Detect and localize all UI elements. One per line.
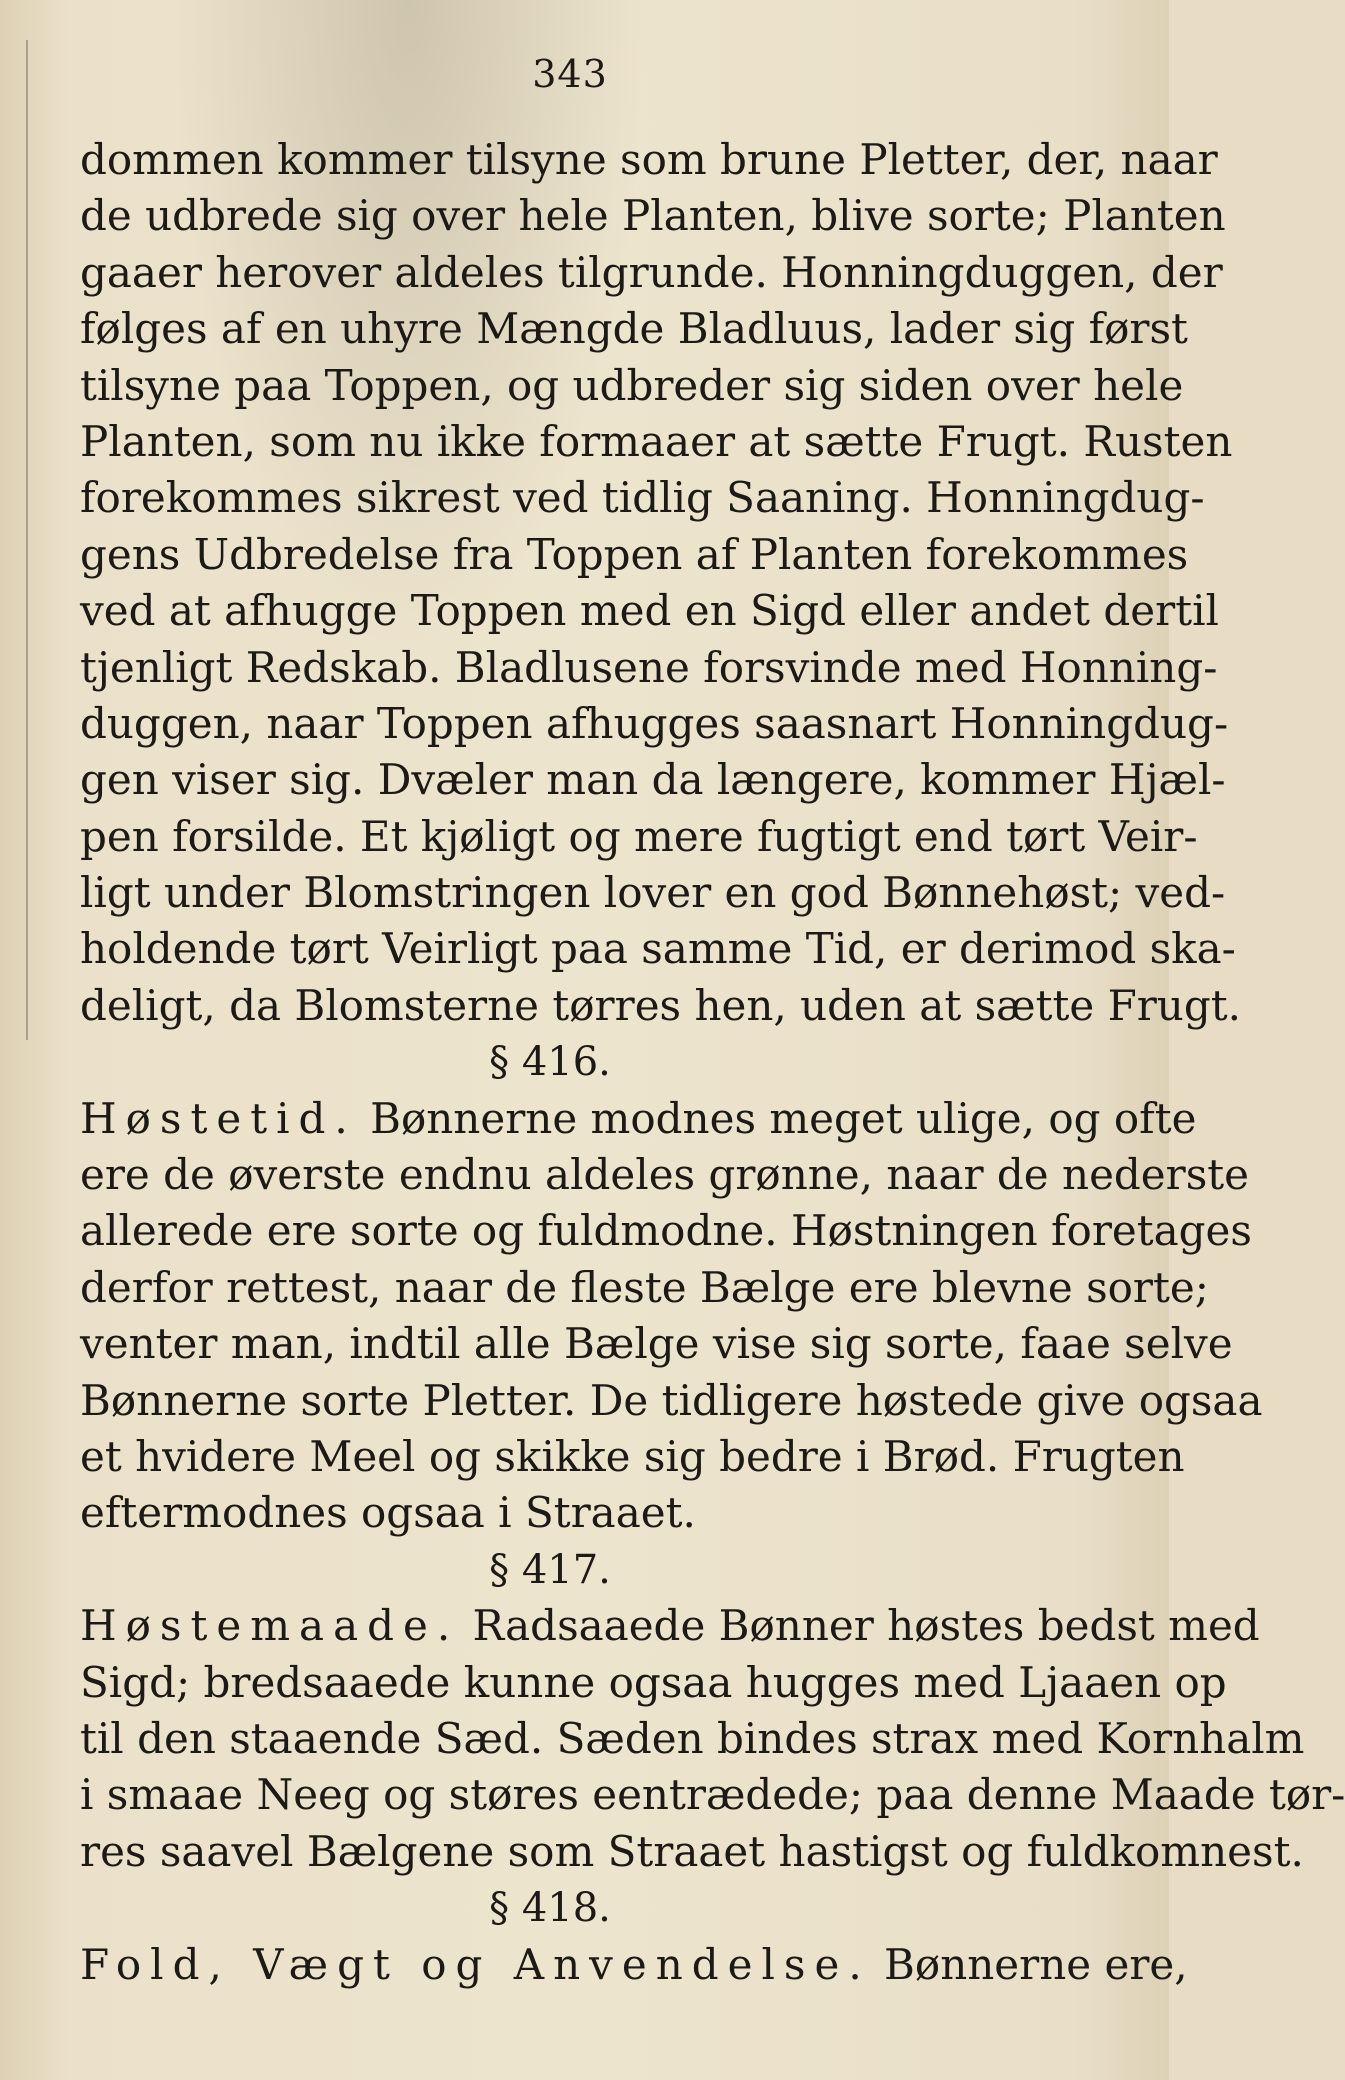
text-line: eftermodnes ogsaa i Straaet.	[80, 1488, 696, 1538]
body-text	[80, 132, 1345, 1993]
page-edge-rule	[26, 40, 28, 1040]
page-number: 343	[532, 52, 608, 96]
text-line: Bønnerne sorte Pletter. De tidligere høstede give ogsaa	[80, 1375, 1263, 1425]
section-number-417: § 417.	[489, 1546, 611, 1593]
text-run: Bønnerne ere,	[870, 1939, 1188, 1989]
section-number-416: § 416.	[489, 1039, 611, 1086]
text-line: dommen kommer tilsyne som brune Pletter, der, naar	[80, 135, 1218, 184]
section-heading-416: Høstetid.	[80, 1093, 357, 1143]
text-line: pen forsilde. Et kjøligt og mere fugtigt end tørt Veir-	[80, 811, 1198, 861]
text-line: ere de øverste endnu aldeles grønne, naar de nederste	[80, 1150, 1250, 1200]
text-line	[80, 1937, 1188, 1993]
text-line	[80, 1091, 1197, 1147]
text-line: Planten, som nu ikke formaaer at sætte Frugt. Rusten	[80, 416, 1233, 466]
text-line: deligt, da Blomsterne tørres hen, uden at sætte Frugt.	[80, 980, 1241, 1030]
text-line: tilsyne paa Toppen, og udbreder sig siden over hele	[80, 360, 1184, 410]
text-line	[80, 1598, 1260, 1654]
text-line: til den staaende Sæd. Sæden bindes strax med Kornhalm	[80, 1713, 1305, 1763]
text-line: duggen, naar Toppen afhugges saasnart Honningdug-	[80, 698, 1229, 748]
text-run: Radsaaede Bønner høstes bedst med	[459, 1601, 1260, 1651]
text-line: holdende tørt Veirligt paa samme Tid, er derimod ska-	[80, 924, 1236, 974]
section-heading-417: Høstemaade.	[80, 1601, 460, 1651]
text-line: gens Udbredelse fra Toppen af Planten forekommes	[80, 529, 1189, 579]
text-line: gaaer herover aldeles tilgrunde. Honningduggen, der	[80, 247, 1223, 297]
section-number-418: § 418.	[489, 1885, 611, 1932]
text-line: ligt under Blomstringen lover en god Bønnehøst; ved-	[80, 868, 1226, 918]
text-line: et hvidere Meel og skikke sig bedre i Brød. Frugten	[80, 1431, 1185, 1481]
text-line: Sigd; bredsaaede kunne ogsaa hugges med Ljaaen op	[80, 1657, 1227, 1707]
text-run: Bønnerne modnes meget ulige, og ofte	[356, 1093, 1197, 1143]
text-line: i smaae Neeg og støres eentrædede; paa denne Maade tør-	[80, 1770, 1345, 1820]
text-line: de udbrede sig over hele Planten, blive sorte; Planten	[80, 191, 1226, 241]
text-line: derfor rettest, naar de fleste Bælge ere blevne sorte;	[80, 1262, 1209, 1312]
text-line: res saavel Bælgene som Straaet hastigst og fuldkomnest.	[80, 1826, 1304, 1876]
text-line: følges af en uhyre Mængde Bladluus, lader sig først	[80, 304, 1188, 354]
text-line: allerede ere sorte og fuldmodne. Høstningen foretages	[80, 1206, 1252, 1256]
text-line: forekommes sikrest ved tidlig Saaning. Honningdug-	[80, 473, 1205, 523]
text-line: venter man, indtil alle Bælge vise sig sorte, faae selve	[80, 1319, 1233, 1369]
text-line: ved at afhugge Toppen med en Sigd eller andet dertil	[80, 586, 1219, 636]
section-heading-418: Fold, Vægt og Anvendelse.	[80, 1939, 871, 1989]
text-line: gen viser sig. Dvæler man da længere, kommer Hjæl-	[80, 755, 1226, 805]
text-line: tjenligt Redskab. Bladlusene forsvinde med Honning-	[80, 642, 1218, 692]
